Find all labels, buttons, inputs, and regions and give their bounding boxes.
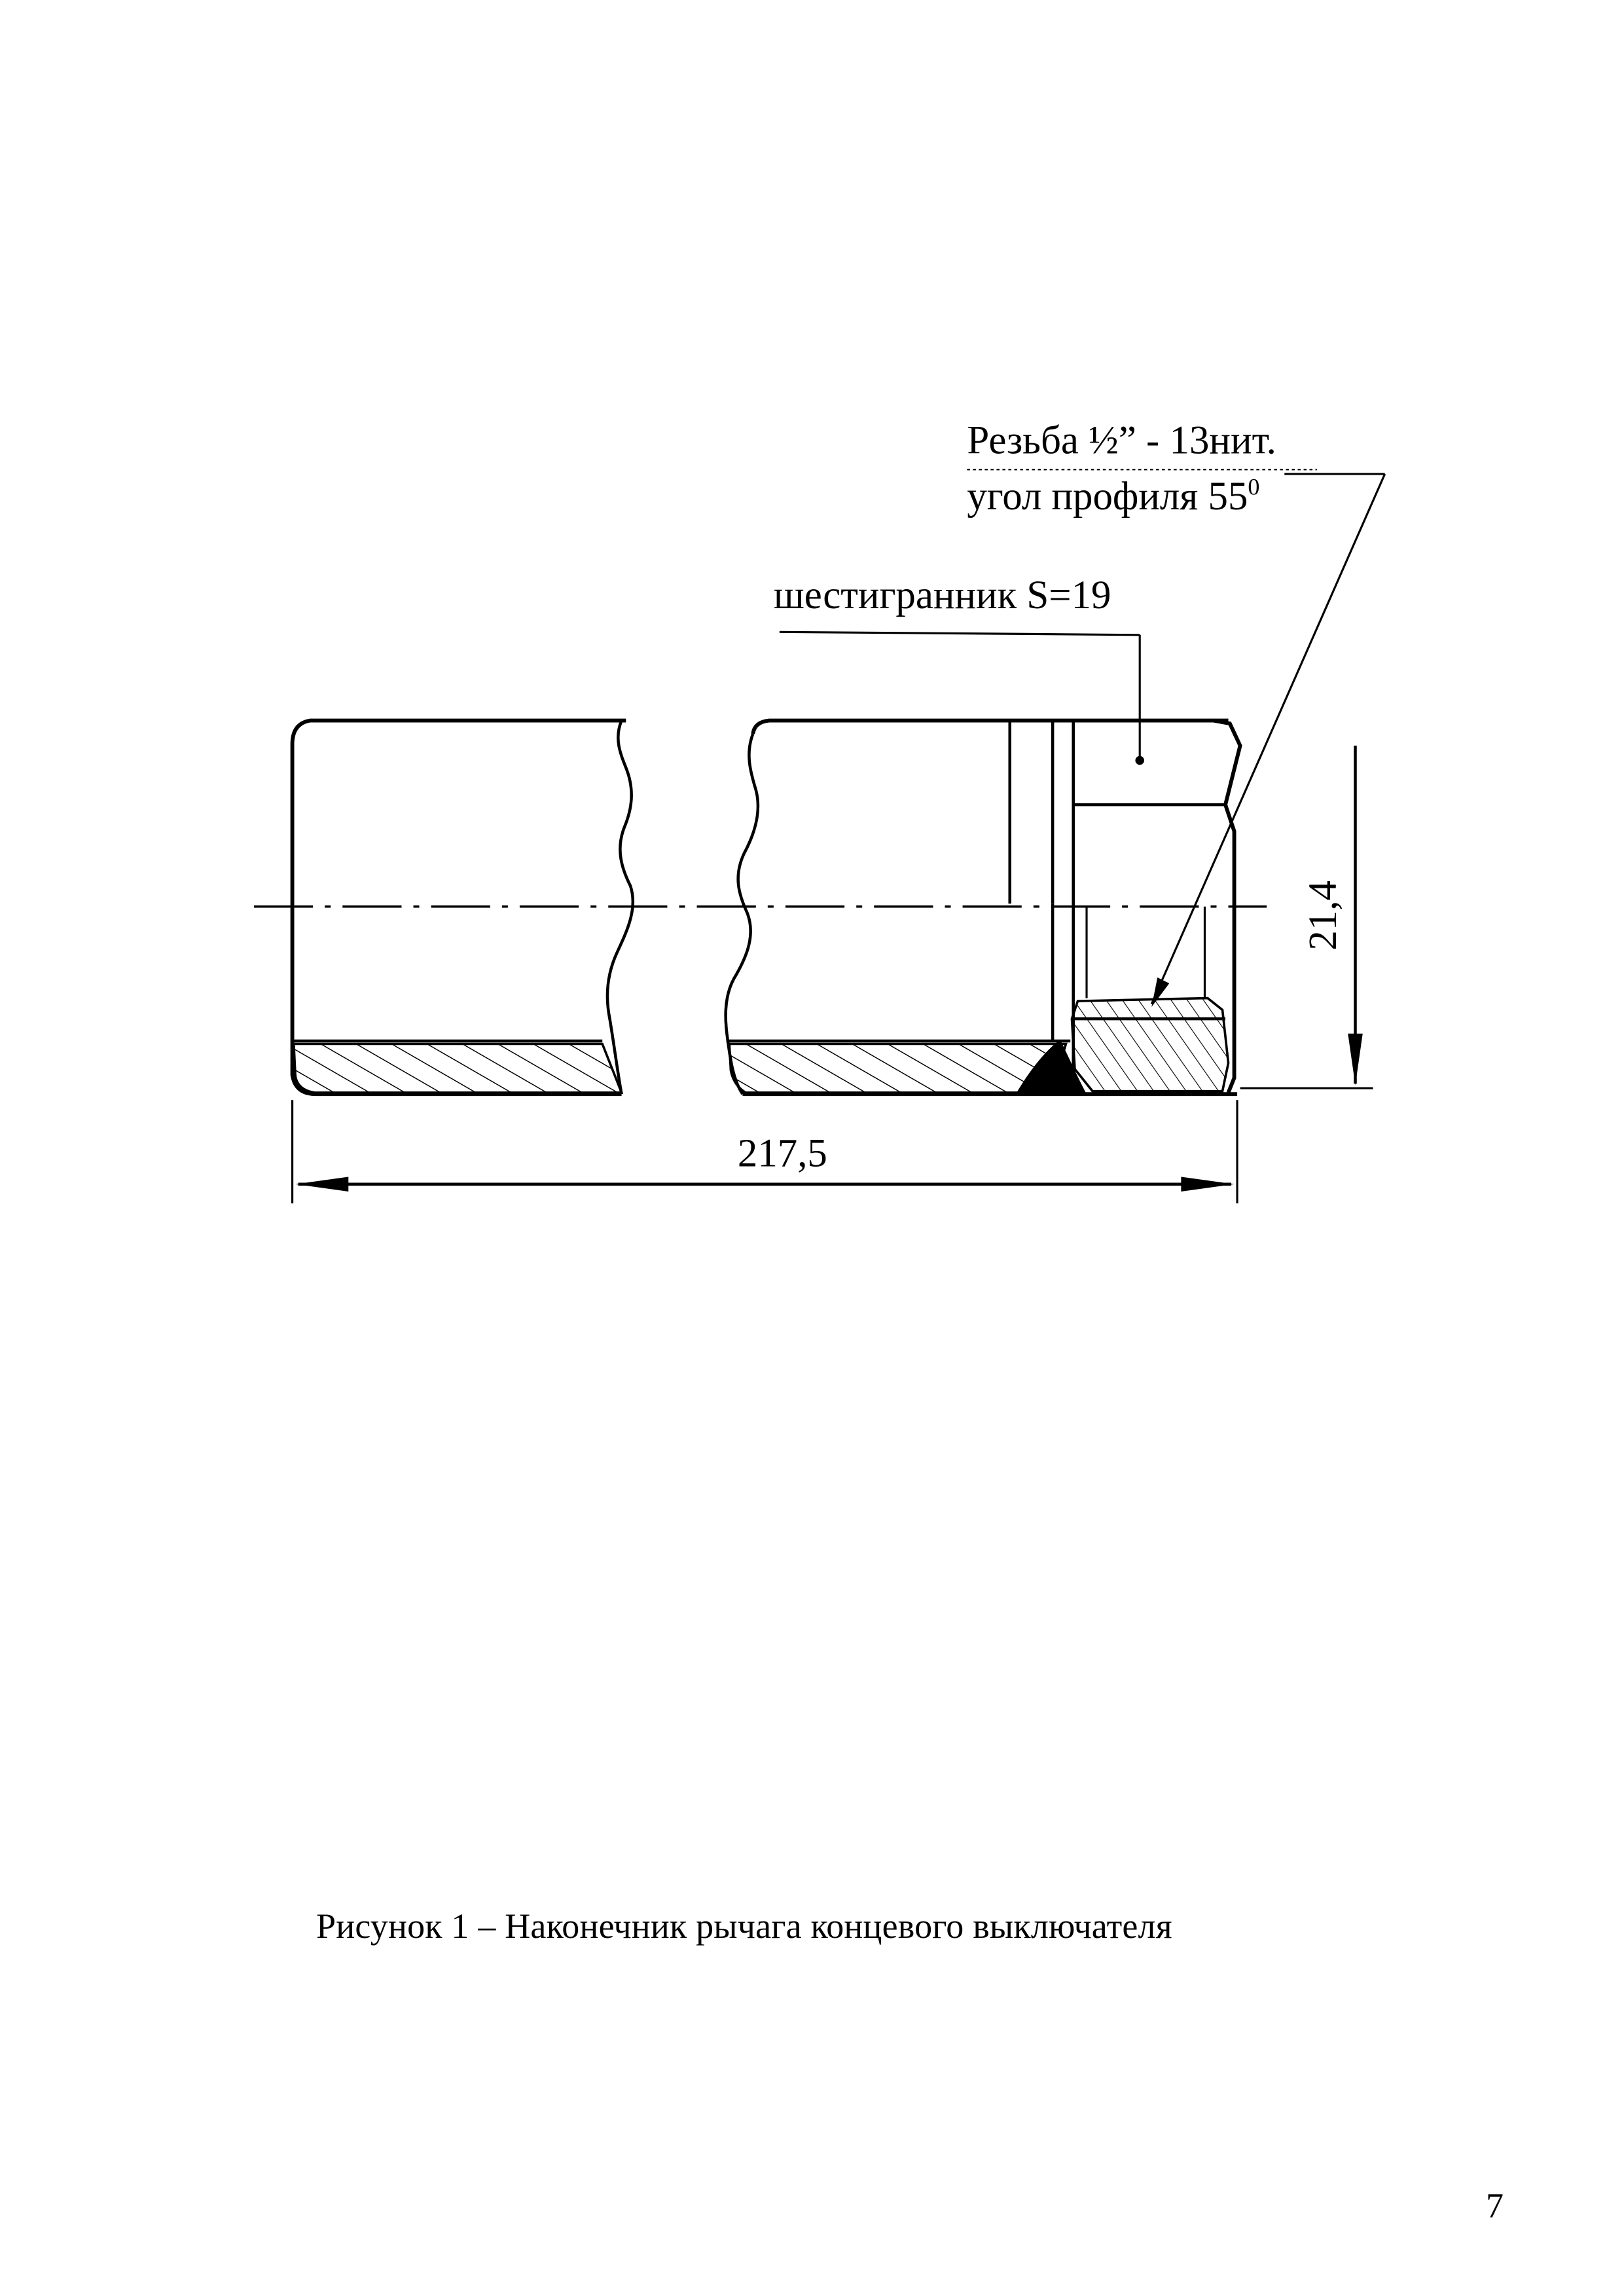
page-number: 7 xyxy=(1486,2186,1504,2225)
hex-callout xyxy=(774,574,1144,765)
figure-caption: Рисунок 1 – Наконечник рычага концевого выключателя xyxy=(316,1906,1172,1946)
thread-label-line2: угол профиля $55^0$ xyxy=(967,473,1260,519)
dim-height-label: 21,4 xyxy=(1301,881,1346,951)
dim-length-label: 217,5 xyxy=(737,1131,827,1176)
left-hatched-wall xyxy=(294,1044,622,1093)
hex-label: шестигранник S=19 xyxy=(773,574,1111,618)
degree-superscript: 0 xyxy=(1248,473,1260,500)
height-dimension xyxy=(1240,746,1373,1088)
thread-label-line1: Резьба ½” - 13нит. xyxy=(967,418,1276,463)
center-hatched-wall xyxy=(729,1044,1066,1093)
nut-hatched-section xyxy=(1072,998,1228,1091)
length-dimension xyxy=(293,1100,1237,1203)
